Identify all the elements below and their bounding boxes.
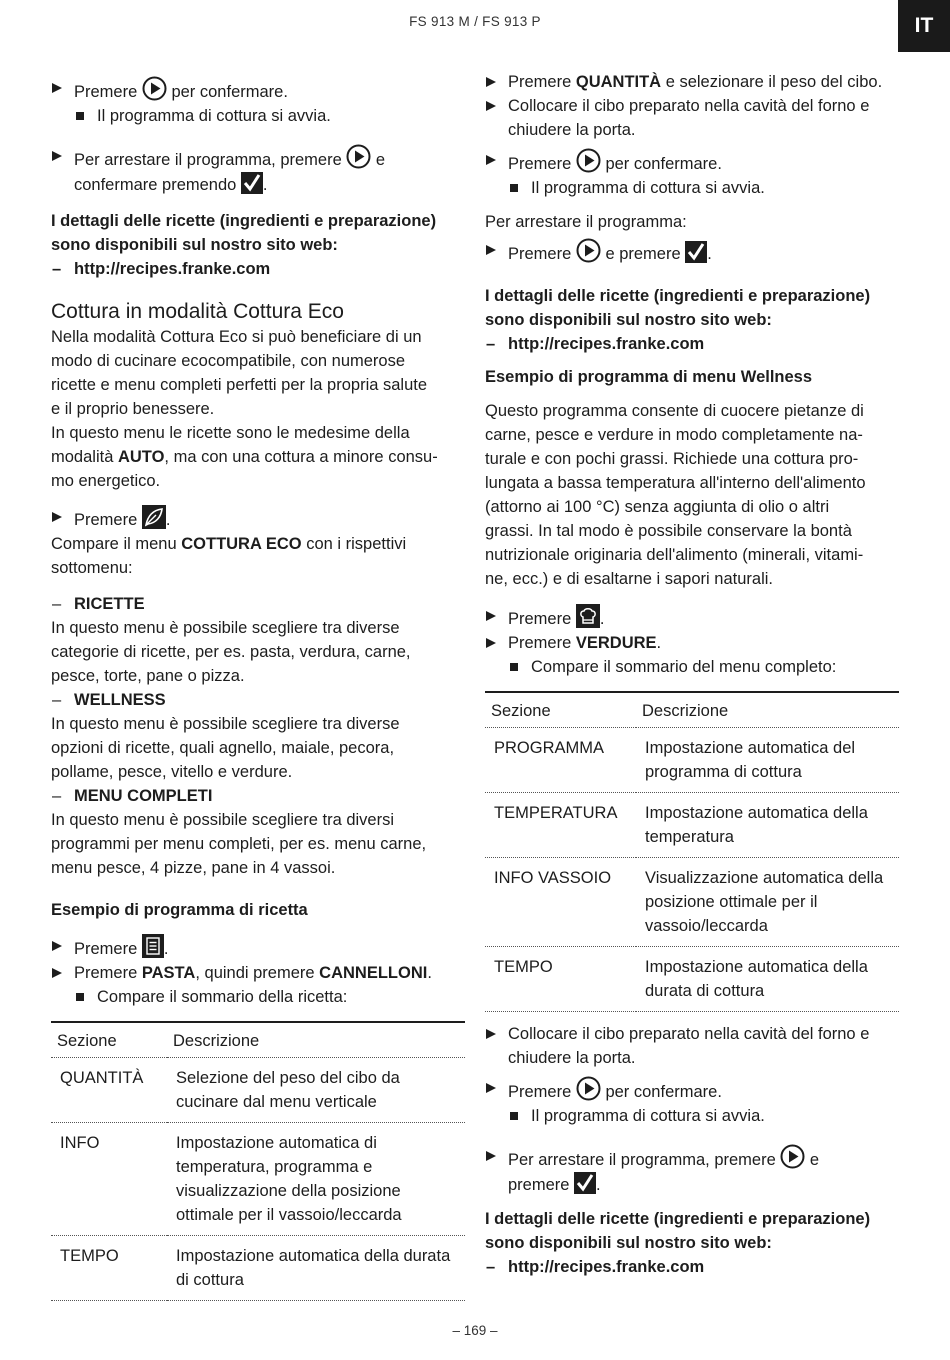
recipes-note: I dettagli delle ricette (ingredienti e preparazione) [485, 287, 871, 305]
submenu-wellness-text: In questo menu è possibile scegliere tra diverse opzioni di ricette, quali agnello, maiale, pecora, pollame, pesce, vitello e verdure. [51, 715, 400, 781]
step-summary: Compare il sommario del menu completo: [485, 655, 899, 679]
table-header [51, 1022, 465, 1058]
play-circle-icon [576, 148, 601, 173]
table-cell-description: Impostazione automatica di temperatura, programma e visualizzazione della posizione ottimale per il vassoio/leccarda [167, 1123, 465, 1236]
play-circle-icon [346, 144, 371, 169]
table-row [485, 793, 899, 858]
menu-summary-table [485, 691, 899, 1012]
step-confirm: Premere per confermare. [485, 1076, 899, 1104]
step-place-food: Collocare il cibo preparato nella cavità del forno e chiudere la porta. [485, 94, 899, 142]
language-tab: IT [898, 0, 950, 52]
table-row [485, 728, 899, 793]
eco-menu-text: Compare il menu COTTURA ECO con i rispettivi sottomenu: [51, 535, 407, 577]
submenu-menu-completi: – MENU COMPLETI [52, 787, 213, 805]
left-column [51, 70, 465, 1301]
table-cell-description: Impostazione automatica della temperatura [636, 793, 899, 858]
table-row [51, 1123, 465, 1236]
submenu-wellness: – WELLNESS [52, 691, 166, 709]
table-cell-description: Impostazione automatica della durata di cottura [167, 1236, 465, 1301]
column-sezione: Sezione [51, 1022, 167, 1058]
chef-hat-icon [576, 604, 600, 628]
checkmark-box-icon [241, 172, 263, 194]
step-place-food: Collocare il cibo preparato nella cavità del forno e chiudere la porta. [485, 1022, 899, 1070]
recipes-note-line2: sono disponibili sul nostro sito web: [485, 311, 772, 329]
column-descrizione: Descrizione [636, 692, 899, 728]
step-recipes: Premere . [51, 934, 465, 961]
recipes-note-line2: sono disponibili sul nostro sito web: [51, 236, 338, 254]
step-stop: Premere e premere . [485, 238, 899, 266]
step-confirm: Premere per confermare. [51, 76, 465, 104]
stop-text: Per arrestare il programma: [485, 213, 687, 231]
subsection-title-wellness: Esempio di programma di menu Wellness [485, 368, 813, 386]
table-row [51, 1236, 465, 1301]
recipes-link[interactable]: – http://recipes.franke.com [486, 335, 705, 353]
table-header [485, 692, 899, 728]
table-cell-section: PROGRAMMA [485, 728, 636, 793]
subsection-title-recipe: Esempio di programma di ricetta [51, 901, 308, 919]
table-row [485, 858, 899, 947]
column-descrizione: Descrizione [167, 1022, 465, 1058]
document-header: FS 913 M / FS 913 P [409, 14, 541, 29]
step-eco: Premere . [51, 505, 465, 532]
step-wellness-menu: Premere . [485, 604, 899, 631]
step-result: Il programma di cottura si avvia. [51, 104, 465, 128]
step-quantita: Premere QUANTITÀ e selezionare il peso del cibo. [485, 70, 899, 94]
eco-leaf-icon [142, 505, 166, 529]
play-circle-icon [780, 1144, 805, 1169]
play-circle-icon [576, 1076, 601, 1101]
table-cell-section: INFO VASSOIO [485, 858, 636, 947]
step-verdure: Premere VERDURE. [485, 631, 899, 655]
section-title-eco: Cottura in modalità Cottura Eco [51, 300, 344, 323]
step-result: Il programma di cottura si avvia. [485, 176, 899, 200]
recipes-note: I dettagli delle ricette (ingredienti e preparazione) [485, 1210, 871, 1228]
table-cell-description: Selezione del peso del cibo da cucinare dal menu verticale [167, 1058, 465, 1123]
table-cell-section: TEMPERATURA [485, 793, 636, 858]
recipes-note: I dettagli delle ricette (ingredienti e preparazione) [51, 212, 437, 230]
submenu-ricette: – RICETTE [52, 595, 145, 613]
play-circle-icon [142, 76, 167, 101]
table-cell-section: TEMPO [51, 1236, 167, 1301]
step-stop: Per arrestare il programma, premere e confermare premendo . [51, 144, 465, 197]
step-confirm: Premere per confermare. [485, 148, 899, 176]
recipes-link[interactable]: – http://recipes.franke.com [52, 260, 271, 278]
recipe-summary-table [51, 1021, 465, 1301]
table-cell-section: TEMPO [485, 947, 636, 1012]
wellness-paragraph: Questo programma consente di cuocere pietanze di carne, pesce e verdure in modo completamente na- turale e con pochi grassi. Richiede una cottura pro- lungata a bassa temperatura all'interno dell'alimento (attorno ai 100 °C) senza aggiunta di olio o altri grassi. In tal modo è possibile conservare la bontà nutrizionale originaria dell'alimento (minerali, vitami- ne, ecc.) e di esaltarne i sapori naturali. [485, 402, 866, 588]
step-stop: Per arrestare il programma, premere e premere . [485, 1144, 899, 1197]
column-sezione: Sezione [485, 692, 636, 728]
play-circle-icon [576, 238, 601, 263]
checkmark-box-icon [685, 241, 707, 263]
table-cell-section: INFO [51, 1123, 167, 1236]
table-row [485, 947, 899, 1012]
table-cell-section: QUANTITÀ [51, 1058, 167, 1123]
eco-paragraph-1: Nella modalità Cottura Eco si può beneficiare di un modo di cucinare ecocompatibile, con numerose ricette e menu completi perfetti per la propria salute e il proprio benessere. [51, 328, 428, 418]
right-column [485, 70, 899, 1279]
step-pasta: Premere PASTA, quindi premere CANNELLONI. [51, 961, 465, 985]
eco-paragraph-2: In questo menu le ricette sono le medesime della modalità AUTO, ma con una cottura a minore consu- mo energetico. [51, 424, 438, 490]
table-cell-description: Visualizzazione automatica della posizione ottimale per il vassoio/leccarda [636, 858, 899, 947]
recipes-link[interactable]: – http://recipes.franke.com [486, 1258, 705, 1276]
step-summary: Compare il sommario della ricetta: [51, 985, 465, 1009]
recipe-book-icon [142, 934, 164, 958]
submenu-ricette-text: In questo menu è possibile scegliere tra diverse categorie di ricette, per es. pasta, verdura, carne, pesce, torte, pane o pizza. [51, 619, 411, 685]
step-result: Il programma di cottura si avvia. [485, 1104, 899, 1128]
table-row [51, 1058, 465, 1123]
table-cell-description: Impostazione automatica della durata di cottura [636, 947, 899, 1012]
recipes-note-line2: sono disponibili sul nostro sito web: [485, 1234, 772, 1252]
checkmark-box-icon [574, 1172, 596, 1194]
submenu-menu-completi-text: In questo menu è possibile scegliere tra diversi programmi per menu completi, per es. menu carne, menu pesce, 4 pizze, pane in 4 vassoi. [51, 811, 427, 877]
table-cell-description: Impostazione automatica del programma di cottura [636, 728, 899, 793]
page-number: – 169 – [452, 1323, 498, 1338]
